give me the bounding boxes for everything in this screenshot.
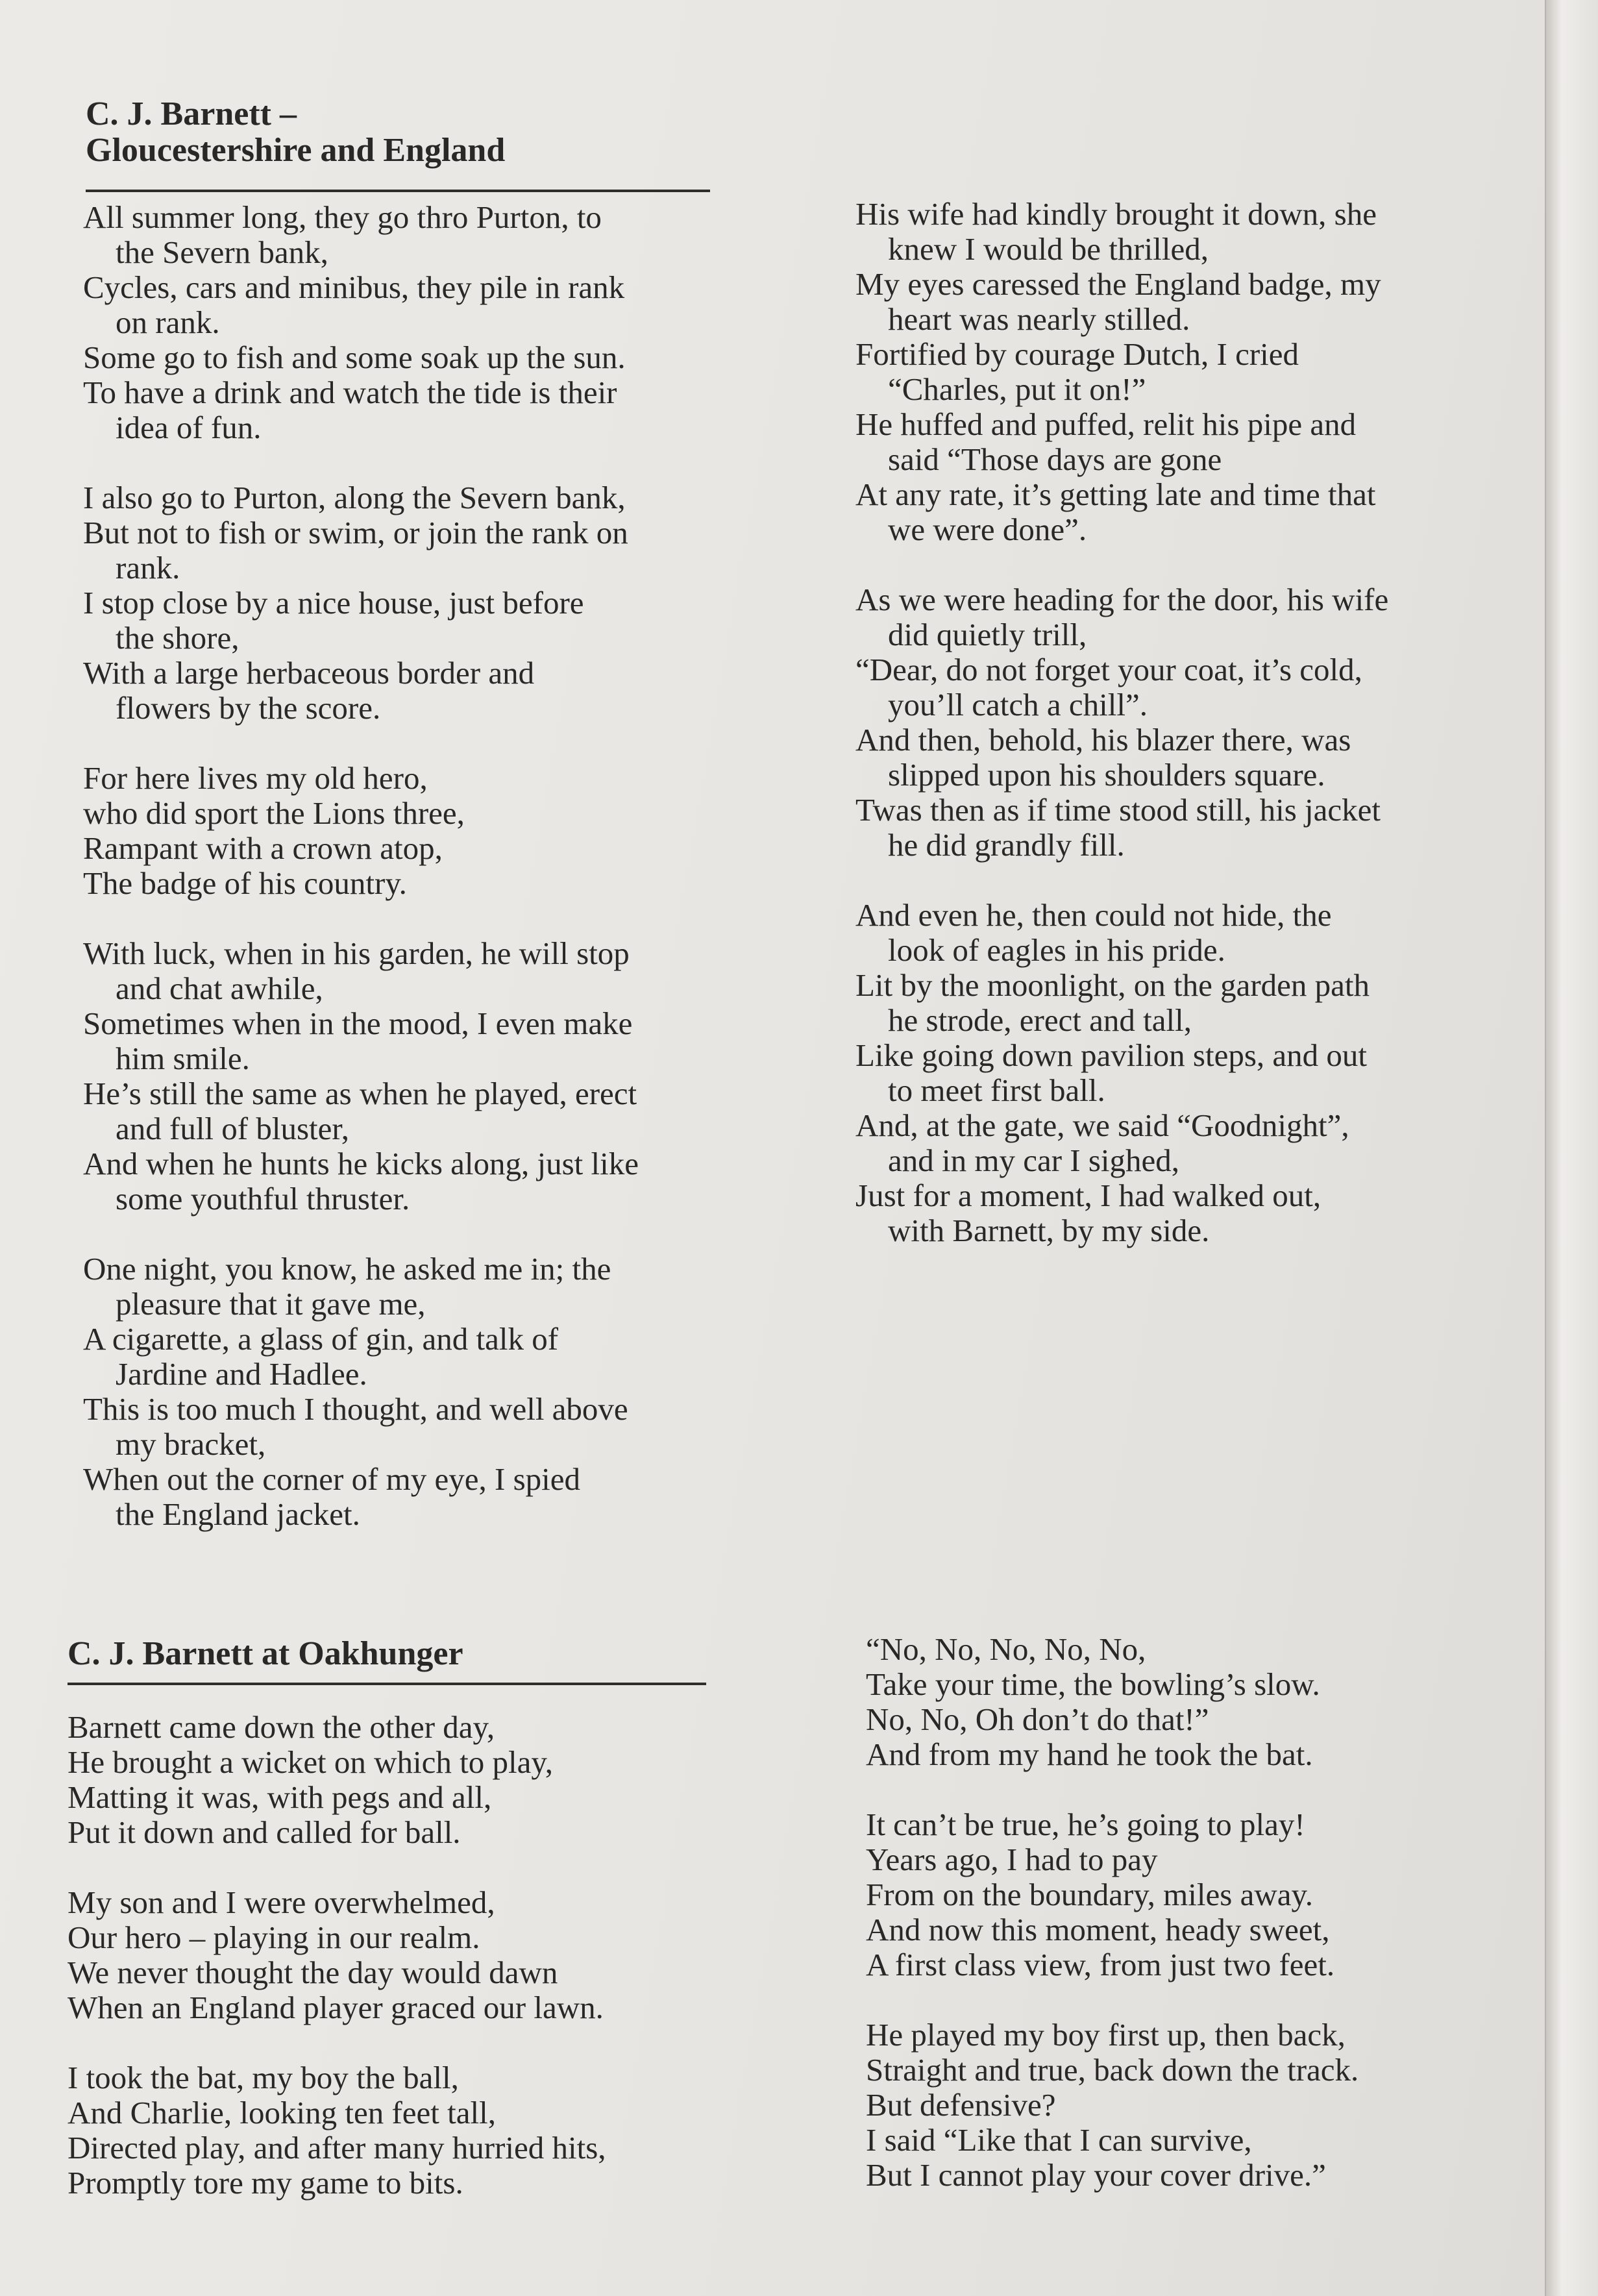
poem2-title [68, 1636, 463, 1672]
poem2-right-column [866, 1632, 1358, 2193]
stanza [855, 197, 1388, 547]
verse-line: To have a drink and watch the tide is their [83, 375, 617, 410]
stanza [83, 1252, 639, 1532]
verse-line: did quietly trill, [888, 617, 1087, 652]
verse-line: When out the corner of my eye, I spied [83, 1461, 581, 1497]
poem2-title-rule [68, 1683, 706, 1685]
poem1-left-column [83, 200, 639, 1532]
stanza [68, 1885, 606, 2025]
stanza [68, 2060, 606, 2201]
verse-line: Lit by the moonlight, on the garden path [855, 967, 1370, 1003]
verse-line: No, No, Oh don’t do that!” [866, 1701, 1209, 1737]
verse-line: Just for a moment, I had walked out, [855, 1178, 1321, 1213]
verse-line: But defensive? [866, 2087, 1056, 2123]
stanza [866, 2018, 1358, 2193]
verse-line: But not to fish or swim, or join the rank on [83, 515, 628, 550]
verse-line: he did grandly fill. [888, 827, 1125, 863]
verse-line: From on the boundary, miles away. [866, 1877, 1314, 1912]
verse-line: “Dear, do not forget your coat, it’s cold, [855, 652, 1362, 687]
verse-line: and full of bluster, [116, 1111, 350, 1146]
poem1-title-line1: C. J. Barnett – [86, 95, 297, 132]
verse-line: Directed play, and after many hurried hits, [68, 2130, 606, 2166]
verse-line: And Charlie, looking ten feet tall, [68, 2095, 496, 2130]
verse-line: Straight and true, back down the track. [866, 2052, 1359, 2088]
verse-line: slipped upon his shoulders square. [888, 757, 1325, 793]
verse-line: A cigarette, a glass of gin, and talk of [83, 1321, 559, 1357]
verse-line: he strode, erect and tall, [888, 1002, 1192, 1038]
verse-line: who did sport the Lions three, [83, 795, 465, 831]
verse-line: said “Those days are gone [888, 441, 1222, 477]
poem1-title-line2: Gloucestershire and England [86, 132, 506, 169]
verse-line: He played my boy first up, then back, [866, 2017, 1346, 2053]
verse-line: heart was nearly stilled. [888, 301, 1190, 337]
verse-line: knew I would be thrilled, [888, 231, 1209, 267]
verse-line: The badge of his country. [83, 865, 407, 901]
verse-line: I took the bat, my boy the ball, [68, 2060, 459, 2095]
verse-line: I also go to Purton, along the Severn bank, [83, 480, 626, 515]
stanza [855, 582, 1388, 863]
verse-line: Matting it was, with pegs and all, [68, 1779, 492, 1815]
verse-line: rank. [116, 550, 180, 586]
verse-line: And now this moment, heady sweet, [866, 1912, 1330, 1947]
verse-line: and chat awhile, [116, 970, 323, 1006]
stanza [68, 1710, 606, 1850]
verse-line: flowers by the score. [116, 690, 381, 726]
verse-line: Twas then as if time stood still, his jacket [855, 792, 1381, 828]
verse-line: With a large herbaceous border and [83, 655, 535, 691]
verse-line: My eyes caressed the England badge, my [855, 266, 1381, 302]
verse-line: Barnett came down the other day, [68, 1709, 495, 1745]
verse-line: He brought a wicket on which to play, [68, 1744, 553, 1780]
verse-line: And even he, then could not hide, the [855, 897, 1332, 933]
verse-line: And from my hand he took the bat. [866, 1736, 1313, 1772]
stanza [83, 480, 639, 726]
verse-line: we were done”. [888, 512, 1087, 547]
verse-line: you’ll catch a chill”. [888, 687, 1148, 722]
verse-line: And when he hunts he kicks along, just like [83, 1146, 639, 1181]
verse-line: some youthful thruster. [116, 1181, 410, 1216]
verse-line: and in my car I sighed, [888, 1142, 1180, 1178]
verse-line: idea of fun. [116, 410, 262, 445]
verse-line: the shore, [116, 620, 240, 656]
stanza [855, 898, 1388, 1248]
stanza [866, 1807, 1358, 1982]
verse-line: pleasure that it gave me, [116, 1286, 426, 1322]
verse-line: A first class view, from just two feet. [866, 1947, 1335, 1982]
stanza [83, 936, 639, 1216]
verse-line: my bracket, [116, 1426, 266, 1462]
stanza [866, 1632, 1358, 1772]
page-fold [1545, 0, 1598, 2296]
verse-line: the Severn bank, [116, 234, 328, 270]
verse-line: His wife had kindly brought it down, she [855, 196, 1377, 232]
verse-line: But I cannot play your cover drive.” [866, 2157, 1326, 2193]
verse-line: It can’t be true, he’s going to play! [866, 1807, 1305, 1842]
verse-line: He’s still the same as when he played, erect [83, 1076, 637, 1111]
poem1-title [86, 96, 505, 169]
verse-line: to meet first ball. [888, 1072, 1105, 1108]
verse-line: Fortified by courage Dutch, I cried [855, 336, 1299, 372]
verse-line: the England jacket. [116, 1496, 360, 1532]
verse-line: Take your time, the bowling’s slow. [866, 1666, 1320, 1702]
verse-line: We never thought the day would dawn [68, 1955, 558, 1990]
verse-line: As we were heading for the door, his wife [855, 582, 1389, 617]
verse-line: All summer long, they go thro Purton, to [83, 199, 602, 235]
verse-line: Promptly tore my game to bits. [68, 2165, 463, 2201]
verse-line: I said “Like that I can survive, [866, 2122, 1252, 2158]
verse-line: My son and I were overwhelmed, [68, 1884, 495, 1920]
verse-line: on rank. [116, 304, 220, 340]
verse-line: with Barnett, by my side. [888, 1213, 1210, 1248]
verse-line: Years ago, I had to pay [866, 1842, 1158, 1877]
verse-line: And, at the gate, we said “Goodnight”, [855, 1107, 1349, 1143]
verse-line: With luck, when in his garden, he will stop [83, 935, 630, 971]
poem2-left-column [68, 1710, 606, 2201]
verse-line: I stop close by a nice house, just before [83, 585, 584, 621]
verse-line: Some go to fish and some soak up the sun. [83, 339, 626, 375]
verse-line: Rampant with a crown atop, [83, 830, 443, 866]
stanza [83, 761, 639, 901]
verse-line: “No, No, No, No, No, [866, 1631, 1146, 1667]
verse-line: This is too much I thought, and well above [83, 1391, 628, 1427]
poem1-title-rule [86, 190, 710, 192]
stanza [83, 200, 639, 445]
verse-line: Sometimes when in the mood, I even make [83, 1006, 633, 1041]
poem1-right-column [855, 197, 1388, 1248]
verse-line: him smile. [116, 1041, 250, 1076]
verse-line: He huffed and puffed, relit his pipe and [855, 406, 1357, 442]
verse-line: Like going down pavilion steps, and out [855, 1037, 1367, 1073]
verse-line: For here lives my old hero, [83, 760, 428, 796]
verse-line: Put it down and called for ball. [68, 1814, 461, 1850]
verse-line: And then, behold, his blazer there, was [855, 722, 1351, 758]
verse-line: Our hero – playing in our realm. [68, 1920, 480, 1955]
verse-line: One night, you know, he asked me in; the [83, 1251, 611, 1287]
verse-line: Jardine and Hadlee. [116, 1356, 367, 1392]
verse-line: At any rate, it’s getting late and time that [855, 476, 1376, 512]
verse-line: When an England player graced our lawn. [68, 1990, 604, 2025]
poem2-title-text: C. J. Barnett at Oakhunger [68, 1635, 463, 1672]
verse-line: “Charles, put it on!” [888, 371, 1146, 407]
verse-line: Cycles, cars and minibus, they pile in rank [83, 269, 625, 305]
verse-line: look of eagles in his pride. [888, 932, 1225, 968]
